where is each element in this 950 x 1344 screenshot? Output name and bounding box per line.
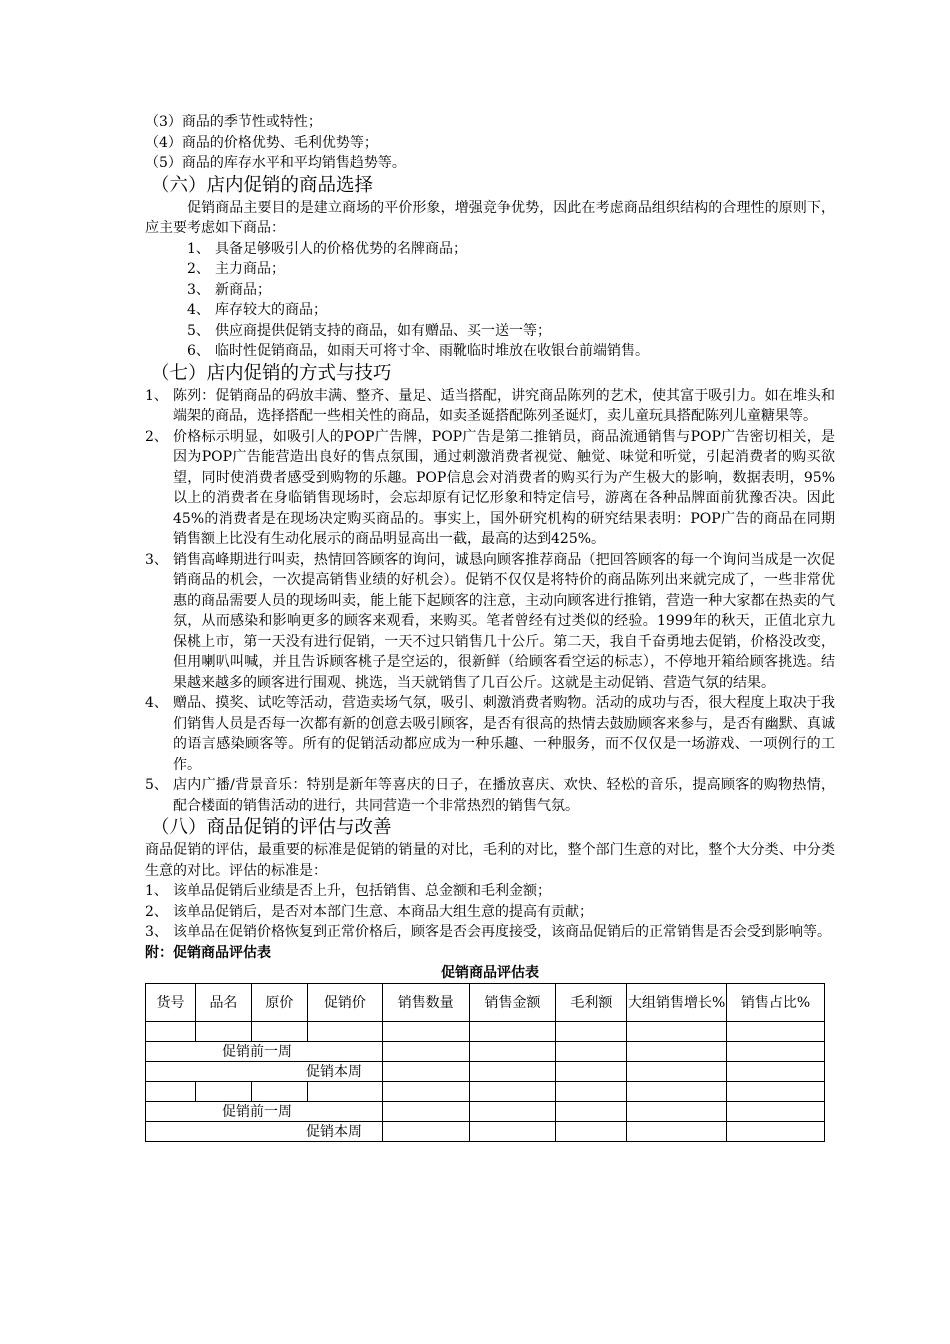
- table-cell: [727, 1042, 825, 1062]
- list-item: [145, 386, 835, 427]
- column-header: 大组销售增长%: [627, 984, 727, 1022]
- table-cell: [556, 1122, 627, 1142]
- item-text: 陈列：促销商品的码放丰满、整齐、量足、适当搭配，讲究商品陈列的艺术，使其富于吸引力。如在堆头和端架的商品，选择搭配一些相关性的商品，如卖圣诞搭配陈列圣诞灯，卖儿童玩具搭配陈列儿童糖果等。: [173, 387, 835, 424]
- item-number: 3、: [145, 551, 168, 568]
- list-item: [145, 922, 835, 943]
- table-cell: [556, 1022, 627, 1042]
- table-cell: [382, 1122, 469, 1142]
- list-item: [145, 693, 835, 775]
- item-text: 临时性促销商品，如雨天可将寸伞、雨靴临时堆放在收银台前端销售。: [215, 343, 649, 359]
- item-number: 3、: [187, 281, 210, 298]
- list-item: [145, 775, 835, 816]
- item-number: 1、: [187, 240, 210, 257]
- item-number: 2、: [145, 903, 168, 920]
- column-header: 货号: [146, 984, 196, 1022]
- column-header: 毛利额: [556, 984, 627, 1022]
- item-number: 5、: [187, 322, 210, 339]
- item-text: 价格标示明显，如吸引人的POP广告牌，POP广告是第二推销员，商品流通销售与POP广告密切相关，是因为POP广告能营造出良好的售点氛围，通过刺激消费者视觉、触觉、味觉和听觉，引起消费者的购买欲望，同时使消费者感受到购物的乐趣。POP信息会对消费者的购买行为产生极大的影响，数据表明，95%以上的消费者在身临销售现场时，会忘却原有记忆形象和特定信号，游离在各种品牌面前犹豫否决。因此45%的消费者是在现场决定购买商品的。事实上，国外研究机构的研究结果表明：POP广告的商品在同期销售额上比没有生动化展示的商品明显高出一截，最高的达到425%。: [173, 428, 835, 547]
- table-cell: [727, 1022, 825, 1042]
- table-cell: [146, 1082, 196, 1102]
- row-label: 促销前一周: [146, 1102, 383, 1122]
- item-text: 库存较大的商品；: [215, 302, 327, 318]
- table-cell: [627, 1062, 727, 1082]
- table-cell: [627, 1122, 727, 1142]
- table-cell: [382, 1042, 469, 1062]
- list-item: （3）商品的季节性或特性；: [145, 114, 322, 130]
- table-cell: [307, 1022, 382, 1042]
- table-cell: [727, 1102, 825, 1122]
- table-cell: [307, 1082, 382, 1102]
- table-cell: [627, 1102, 727, 1122]
- item-number: 4、: [187, 302, 210, 318]
- table-cell: [469, 1022, 556, 1042]
- table-cell: [382, 1082, 469, 1102]
- row-label: 促销本周: [146, 1122, 383, 1142]
- row-label: 促销前一周: [146, 1042, 383, 1062]
- item-number: 4、: [145, 695, 168, 711]
- table-cell: [251, 1082, 307, 1102]
- table-cell: [469, 1102, 556, 1122]
- item-number: 6、: [187, 343, 210, 359]
- table-cell: [627, 1022, 727, 1042]
- table-cell: [556, 1102, 627, 1122]
- item-text: 具备足够吸引人的价格优势的名牌商品；: [215, 240, 467, 257]
- item-text: 该单品促销后，是否对本部门生意、本商品大组生意的提高有贡献；: [173, 903, 593, 920]
- list-item: [145, 321, 835, 342]
- table-cell: [469, 1082, 556, 1102]
- table-cell: [627, 1042, 727, 1062]
- item-number: 3、: [145, 924, 168, 940]
- table-cell: [727, 1082, 825, 1102]
- table-cell: [469, 1062, 556, 1082]
- table-cell: [195, 1082, 251, 1102]
- table-cell: [146, 1022, 196, 1042]
- section-heading: （八）商品促销的评估与改善: [151, 817, 392, 838]
- table-cell: [382, 1102, 469, 1122]
- column-header: 销售数量: [382, 984, 469, 1022]
- list-item: [145, 341, 835, 362]
- appendix-heading: 附：促销商品评估表: [145, 944, 271, 961]
- table-cell: [727, 1122, 825, 1142]
- item-number: 2、: [145, 428, 168, 445]
- column-header: 销售占比%: [727, 984, 825, 1022]
- section-heading: （六）店内促销的商品选择: [151, 174, 374, 196]
- list-item: [145, 550, 835, 694]
- item-text: 该单品在促销价格恢复到正常价格后，顾客是否会再度接受，该商品促销后的正常销售是否会受到影响等。: [173, 924, 831, 940]
- list-item: [145, 902, 835, 923]
- table-row: [146, 1042, 825, 1062]
- table-cell: [469, 1042, 556, 1062]
- item-text: 店内广播/背景音乐：特别是新年等喜庆的日子，在播放喜庆、欢快、轻松的音乐，提高顾客的购物热情，配合楼面的销售活动的进行，共同营造一个非常热烈的销售气氛。: [173, 777, 835, 814]
- table-cell: [727, 1062, 825, 1082]
- column-header: 销售金额: [469, 984, 556, 1022]
- section-heading: （七）店内促销的方式与技巧: [151, 362, 392, 384]
- item-text: 新商品；: [215, 281, 271, 298]
- table-row: [146, 1102, 825, 1122]
- item-text: 该单品促销后业绩是否上升，包括销售、总金额和毛利金额；: [173, 883, 551, 899]
- item-text: 销售高峰期进行叫卖，热情回答顾客的询问，诚恳向顾客推荐商品（把回答顾客的每一个询问当成是一次促销商品的机会，一次提高销售业绩的好机会）。促销不仅仅是将特价的商品陈列出来就完成了，一些非常优惠的商品需要人员的现场叫卖，能上能下起顾客的注意，主动向顾客进行推销，营造一种大家都在热卖的气氛，从而感染和影响更多的顾客来观看，来购买。笔者曾经有过类似的经验。1999年的秋天，正值北京九保桃上市，第一天没有进行促销，一天不过只销售几十公斤。第二天，我自千奋勇地去促销，价格没改变，但用喇叭叫喊，并且告诉顾客桃子是空运的，很新鲜（给顾客看空运的标志），不停地开箱给顾客挑选。结果越来越多的顾客进行围观、挑选，当天就销售了几百公斤。这就是主动促销、营造气氛的结果。: [173, 551, 835, 691]
- list-item: [145, 239, 835, 260]
- paragraph: 商品促销的评估，最重要的标准是促销的销量的对比，毛利的对比，整个部门生意的对比，整个大分类、中分类生意的对比。评估的标准是：: [145, 842, 835, 879]
- table-cell: [251, 1022, 307, 1042]
- evaluation-table: [145, 983, 825, 1142]
- list-item: [145, 280, 835, 301]
- item-number: 1、: [145, 387, 168, 404]
- list-item: （5）商品的库存水平和平均销售趋势等。: [145, 155, 406, 171]
- item-number: 5、: [145, 777, 168, 793]
- table-caption: 促销商品评估表: [441, 965, 539, 981]
- table-cell: [556, 1062, 627, 1082]
- list-item: （4）商品的价格优势、毛利优势等；: [145, 134, 378, 151]
- table-cell: [469, 1122, 556, 1142]
- list-item: [145, 300, 835, 321]
- column-header: 促销价: [307, 984, 382, 1022]
- list-item: [145, 259, 835, 280]
- item-text: 主力商品；: [215, 261, 285, 277]
- table-row: [146, 1082, 825, 1102]
- table-row: [146, 1022, 825, 1042]
- table-header-row: [146, 984, 825, 1022]
- list-item: [145, 881, 835, 902]
- item-number: 2、: [187, 261, 210, 277]
- table-cell: [627, 1082, 727, 1102]
- table-cell: [556, 1042, 627, 1062]
- item-text: 供应商提供促销支持的商品，如有赠品、买一送一等；: [215, 322, 551, 339]
- list-item: [145, 427, 835, 550]
- table-cell: [382, 1022, 469, 1042]
- table-cell: [382, 1062, 469, 1082]
- document-page: [145, 112, 835, 1142]
- column-header: 原价: [251, 984, 307, 1022]
- table-row: [146, 1122, 825, 1142]
- item-text: 赠品、摸奖、试吃等活动，营造卖场气氛，吸引、刺激消费者购物。活动的成功与否，很大程度上取决于我们销售人员是否每一次都有新的创意去吸引顾客，是否有很高的热情去鼓励顾客来参与，是否有幽默、真诚的语言感染顾客等。所有的促销活动都应成为一种乐趣、一种服务，而不仅仅是一场游戏、一项例行的工作。: [173, 695, 835, 773]
- row-label: 促销本周: [146, 1062, 383, 1082]
- column-header: 品名: [195, 984, 251, 1022]
- table-cell: [195, 1022, 251, 1042]
- table-cell: [556, 1082, 627, 1102]
- paragraph: 促销商品主要目的是建立商场的平价形象，增强竞争优势，因此在考虑商品组织结构的合理性的原则下，应主要考虑如下商品：: [145, 199, 835, 236]
- item-number: 1、: [145, 883, 168, 899]
- table-row: [146, 1062, 825, 1082]
